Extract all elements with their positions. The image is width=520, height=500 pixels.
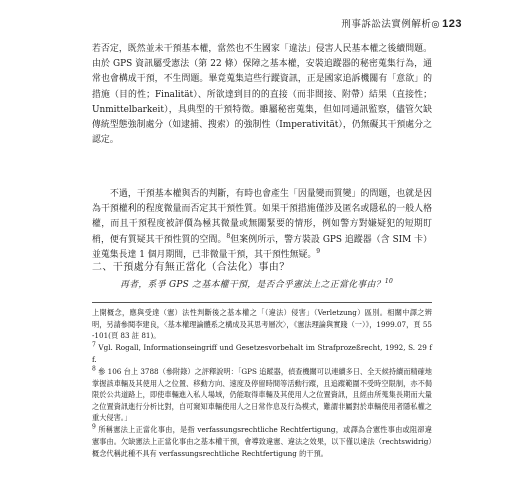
section-heading: 二、干預處分有無正當化（合法化）事由？ — [92, 262, 290, 273]
page-number: 123 — [442, 18, 462, 30]
footnote-marker: 10 — [384, 278, 394, 286]
question-text: 再者，系爭 GPS 之基本權干預，是否合乎憲法上之正當化事由？ — [120, 280, 385, 290]
footnote-number: 7 — [92, 341, 96, 349]
paragraph-text — [92, 187, 432, 263]
body-paragraph-2 — [92, 187, 432, 263]
paragraph-2-text: 不過，干預基本權與否的判斷，有時也會產生「因量變而質變」的問題，也就是因為干預權利的程度微量而否定其干預性質。如果干預措施僅涉及匿名或隱私的一般人格權，而且干預程度被評價為極其微量或無關緊要的情形，例如警方對嫌疑犯的短期盯梢，便有質疑其干預性質的空間。$^8$但案例所示，警方裝設 GPS 追蹤器（含 SIM 卡）並蒐集長達 1 個月期間，已非微量干預，其干預性無疑。$^9$ — [92, 189, 432, 260]
footnote-item — [92, 424, 432, 459]
question-line — [120, 277, 393, 290]
footnote-text: 上開概念，應與受達（憲）法性判斷後之基本權之「（違法）侵害」（Verletzung）區別。相關中譯之辨明，另請參閱李建良，〈基本權理論體系之構成及其思考層次〉，《憲法理論與實踐（一）》，1999.07，頁 55-101(頁 83 註 81)。 — [92, 308, 432, 341]
footnote-marker: 9 — [316, 247, 321, 255]
footnote-number: 8 — [92, 365, 96, 373]
running-title: 刑事訴訟法實例解析◎ — [341, 19, 441, 30]
paragraph-text: 若否定，既然並未干預基本權，當然也不生國家「違法」侵害人民基本權之後續問題。由於 GPS 資訊屬受憲法（第 22 條）保障之基本權，安裝追蹤器的秘密蒐集行為，通常也會構成干預，不生問題。畢竟蒐集這些行蹤資訊，正是國家追訴機關有「意欲」的措施（目的性；Finalität）、所欲達到目的的直接（而非間接、附帶）結果（直接性；Unmittelbarkeit），具典型的干預特徵。雖屬秘密蒐集，但如同通訊監察，儘管欠缺傳統型態強制處分（如逮捕、搜索）的強制性（Imperativität），仍無礙其干預處分之認定。 — [92, 44, 432, 146]
footnotes-area — [92, 307, 432, 460]
footnote-text: 參 106 台上 3788（參附錄）之評釋說明：「GPS 追蹤器，偵查機關可以連續多日、全天候持續而精確地掌握該車輛及其使用人之位置、移動方向、速度及停留時間等活動行蹤，且追蹤範圍不受時空限制，亦不侷限於公共道路上，即使車輛進入私人場域，仍能取得車輛及其使用人之位置資訊，且經由所蒐集長期而大量之位置資訊進行分析比對，自可窺知車輛使用人之日常作息及行為模式，難謂非屬對於車輛使用者隱私權之重大侵害。」 — [92, 366, 432, 423]
body-paragraph-1 — [92, 42, 432, 148]
footnote-marker: 8 — [226, 232, 231, 240]
footnote-number: 9 — [92, 424, 96, 432]
running-header — [341, 16, 462, 30]
footnote-item — [92, 366, 432, 424]
footnote-text: Vgl. Rogall, Informationseingriff und Gesetzesvorbehalt im Strafprozeßrecht, 1992, S. 29 ff. — [92, 343, 432, 364]
footnote-divider — [92, 302, 432, 303]
footnote-text: 所稱憲法上正當化事由，是指 verfassungsrechtliche Rechtfertigung，或譯為合憲性事由或阻卻違憲事由。欠缺憲法上正當化事由之基本權干預，會導致違憲、違法之效果，以下僅以違法（rechtswidrig）概念代稱此種不具有 verfassungsrechtliche Rechtfertigung 的干預。 — [92, 425, 432, 458]
footnote-item — [92, 307, 432, 342]
footnote-item — [92, 342, 432, 365]
